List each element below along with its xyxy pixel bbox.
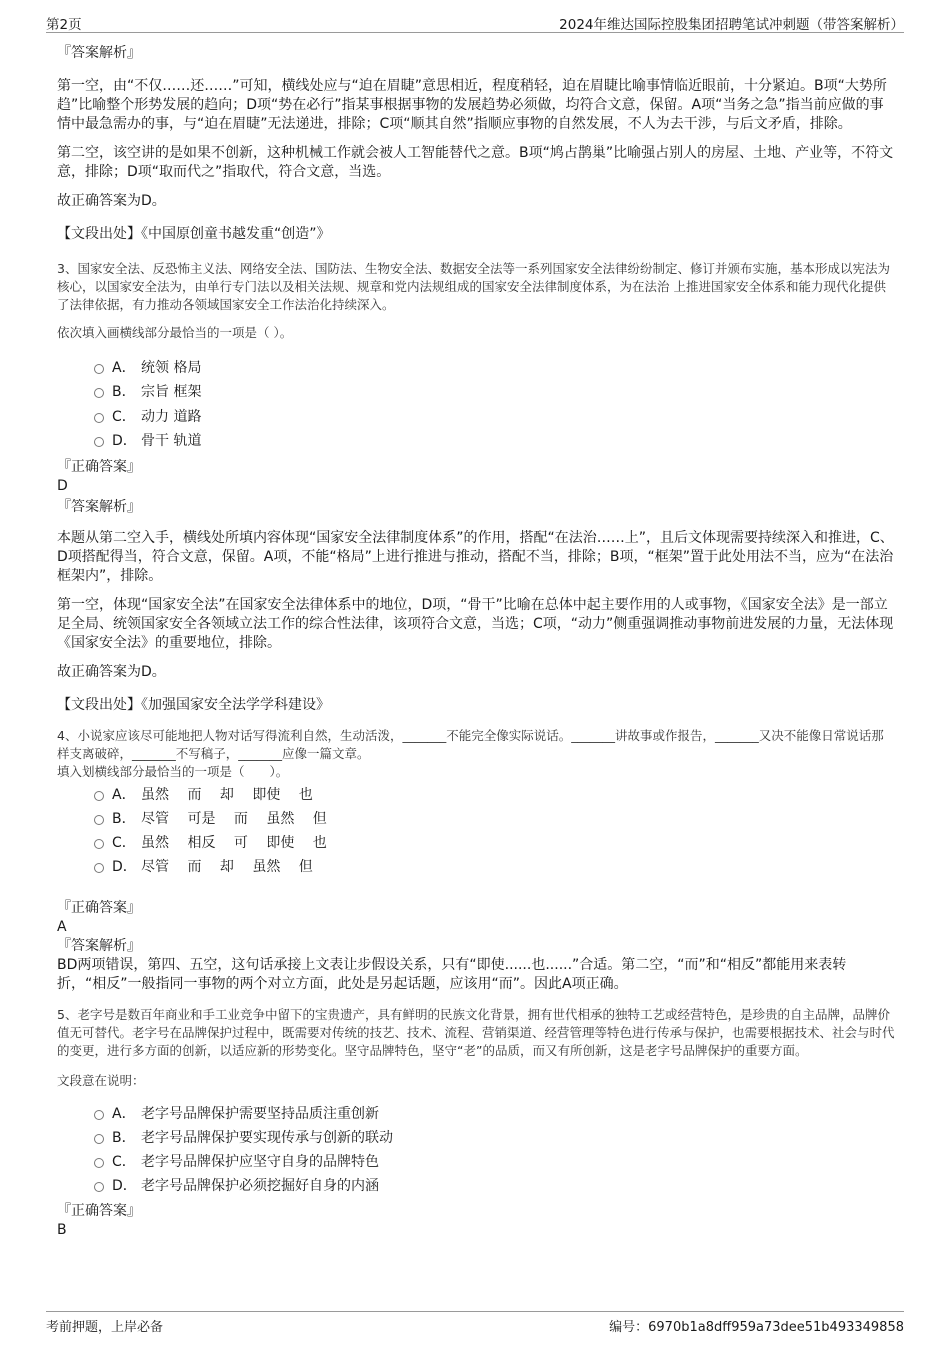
page-number: 第2页 xyxy=(46,17,82,33)
radio-icon[interactable] xyxy=(94,863,104,873)
radio-icon[interactable] xyxy=(94,388,104,398)
radio-icon[interactable] xyxy=(94,815,104,825)
page-footer xyxy=(46,1311,904,1336)
q4-analysis: BD两项错误，第四、五空，这句话承接上文表让步假设关系，只有“即使......也......”合适。第二空，“而”和“相反”都能用来表转折，“相反”一般指同一事物的两个对立方面，此处是另起话题，应该用“而”。因此A项正确。 xyxy=(57,956,847,992)
radio-icon[interactable] xyxy=(94,1134,104,1144)
radio-icon[interactable] xyxy=(94,1158,104,1168)
q3-conclusion: 故正确答案为D。 xyxy=(57,663,166,680)
q5-option-d[interactable]: D． 老字号品牌保护必须挖掘好自身的内涵 xyxy=(57,1174,895,1198)
q3-prompt: 依次填入画横线部分最恰当的一项是（ ）。 xyxy=(57,325,293,340)
q3-option-b[interactable]: B． 宗旨 框架 xyxy=(57,380,895,404)
q4-option-a[interactable]: A． 虽然 而 却 即使 也 xyxy=(57,783,895,807)
q2-analysis-label: 『答案解析』 xyxy=(57,45,141,61)
q4-option-b[interactable]: B． 尽管 可是 而 虽然 但 xyxy=(57,807,895,831)
q3-analysis-para1: 本题从第二空入手，横线处所填内容体现“国家安全法律制度体系”的作用，搭配“在法治……上”，且后文体现需要持续深入和推进，C、D项搭配得当，符合文意，保留。A项，不能“格局”上进行推进与推动，搭配不当，排除；B项，“框架”置于此处用法不当，应为“在法治框架内”，排除。 xyxy=(57,529,894,584)
q3-option-a[interactable]: A． 统领 格局 xyxy=(57,356,895,380)
document-title: 2024年维达国际控股集团招聘笔试冲刺题（带答案解析） xyxy=(559,17,904,33)
q3-analysis-label: 『答案解析』 xyxy=(57,498,141,515)
q3-correct-label: 『正确答案』 xyxy=(57,458,141,475)
q5-prompt: 文段意在说明： xyxy=(57,1072,145,1088)
page-header xyxy=(46,10,904,33)
q2-analysis-para1: 第一空，由“不仅……还……”可知，横线处应与“迫在眉睫”意思相近，程度稍轻，迫在眉睫比喻事情临近眼前，十分紧迫。B项“大势所趋”比喻整个形势发展的趋向；D项“势在必行”指某事根据事物的发展趋势必须做，均符合文意，保留。A项“当务之急”指当前应做的事情中最急需办的事，与“迫在眉睫”无法递进，排除；C项“顺其自然”指顺应事物的自然发展，不人为去干涉，与后文矛盾，排除。 xyxy=(57,78,887,132)
q4-answer: A xyxy=(57,918,67,935)
q3-option-c[interactable]: C． 动力 道路 xyxy=(57,405,895,429)
radio-icon[interactable] xyxy=(94,364,104,374)
q3-option-d[interactable]: D． 骨干 轨道 xyxy=(57,429,895,453)
q5-option-c[interactable]: C． 老字号品牌保护应坚守自身的品牌特色 xyxy=(57,1150,895,1174)
q3-answer: D xyxy=(57,477,68,494)
q4-options xyxy=(57,783,895,879)
q3-stem: 3、国家安全法、反恐怖主义法、网络安全法、国防法、生物安全法、数据安全法等一系列国家安全法律纷纷制定、修订并颁布实施，基本形成以宪法为核心，以国家安全法为，由单行专门法以及相关法规、规章和党内法规组成的国家安全法律制度体系，为在法治 上推进国家安全体系和能力现代化提供了法律依据，有力推动各领域国家安全工作法治化持续深入。 xyxy=(57,261,890,312)
page-content xyxy=(57,42,895,1240)
q5-stem: 5、老字号是数百年商业和手工业竞争中留下的宝贵遗产，具有鲜明的民族文化背景，拥有世代相承的独特工艺或经营特色，是珍贵的自主品牌，品牌价值无可替代。老字号在品牌保护过程中，既需要对传统的技艺、技术、流程、营销渠道、经营管理等特色进行传承与保护，也需要根据技术、社会与时代的变更，进行多方面的创新，以适应新的形势变化。坚守品牌特色，坚守“老”的品质，而又有所创新，这是老字号品牌保护的重要方面。 xyxy=(57,1006,895,1058)
q3-analysis-para2: 第一空，体现“国家安全法”在国家安全法律体系中的地位，D项，“骨干”比喻在总体中起主要作用的人或事物，《国家安全法》是一部立足全局、统领国家安全各领域立法工作的综合性法律，该项符合文意，当选；C项，“动力”侧重强调推动事物前进发展的力量，无法体现《国家安全法》的重要地位，排除。 xyxy=(57,596,894,651)
q3-source: 【文段出处】《加强国家安全法学学科建设》 xyxy=(57,696,330,713)
q2-conclusion: 故正确答案为D。 xyxy=(57,193,166,209)
q5-options xyxy=(57,1102,895,1198)
footer-serial: 编号：6970b1a8dff959a73dee51b493349858 xyxy=(609,1320,904,1335)
radio-icon[interactable] xyxy=(94,1182,104,1192)
q4-stem: 4、小说家应该尽可能地把人物对话写得流利自然，生动活泼，_______不能完全像实际说话。_______讲故事或作报告，_______又决不能像日常说话那样支离破碎，_______不写稿子，_______应像一篇文章。 xyxy=(57,727,884,761)
q5-answer: B xyxy=(57,1221,67,1238)
q4-option-d[interactable]: D． 尽管 而 却 虽然 但 xyxy=(57,855,895,879)
q4-option-c[interactable]: C． 虽然 相反 可 即使 也 xyxy=(57,831,895,855)
radio-icon[interactable] xyxy=(94,413,104,423)
radio-icon[interactable] xyxy=(94,1110,104,1120)
footer-slogan: 考前押题，上岸必备 xyxy=(46,1320,164,1335)
radio-icon[interactable] xyxy=(94,437,104,447)
q5-option-b[interactable]: B． 老字号品牌保护要实现传承与创新的联动 xyxy=(57,1126,895,1150)
q4-analysis-label: 『答案解析』 xyxy=(57,937,141,954)
q5-correct-label: 『正确答案』 xyxy=(57,1202,141,1219)
q4-correct-label: 『正确答案』 xyxy=(57,899,141,916)
q2-source: 【文段出处】《中国原创童书越发重“创造”》 xyxy=(57,226,331,242)
q2-analysis-para2: 第二空，该空讲的是如果不创新，这种机械工作就会被人工智能替代之意。B项“鸠占鹊巢”比喻强占别人的房屋、土地、产业等，不符文意，排除；D项“取而代之”指取代，符合文意，当选。 xyxy=(57,145,894,180)
radio-icon[interactable] xyxy=(94,839,104,849)
q3-options xyxy=(57,356,895,454)
radio-icon[interactable] xyxy=(94,791,104,801)
q5-option-a[interactable]: A． 老字号品牌保护需要坚持品质注重创新 xyxy=(57,1102,895,1126)
q4-prompt: 填入划横线部分最恰当的一项是（ ）。 xyxy=(57,763,289,779)
